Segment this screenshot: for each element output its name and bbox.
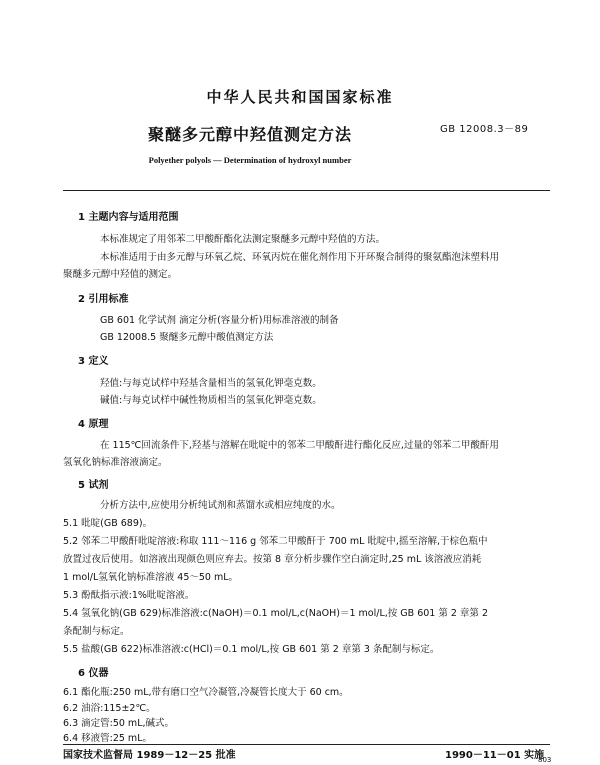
- document-title: 聚醚多元醇中羟值测定方法: [147, 125, 352, 144]
- reagent-item: 5.2 邻苯二甲酸酐吡啶溶液:称取 111～116 g 邻苯二甲酸酐于 700 mL 吡啶中,摇至溶解,于棕色瓶中: [63, 536, 488, 547]
- footer-divider: [63, 744, 550, 745]
- apparatus-item: 6.4 移液管:25 mL。: [63, 733, 152, 744]
- definition-item: 羟值:与每克试样中羟基含量相当的氢氧化钾毫克数。: [100, 378, 322, 389]
- section-2-heading: 2 引用标准: [78, 294, 129, 305]
- reference-item: GB 12008.5 聚醚多元醇中酸值测定方法: [100, 332, 274, 343]
- section-4-paragraph: 氢氧化钠标准溶液滴定。: [63, 457, 168, 468]
- apparatus-item: 6.3 滴定管:50 mL,碱式。: [63, 718, 175, 729]
- section-5-intro: 分析方法中,应使用分析纯试剂和蒸馏水或相应纯度的水。: [100, 500, 341, 511]
- reagent-item: 放置过夜后使用。如溶液出现颜色则应弃去。按第 8 章分析步骤作空白滴定时,25 mL 该溶液应消耗: [63, 554, 482, 565]
- section-1-paragraph: 本标准适用于由多元醇与环氧乙烷、环氧丙烷在催化剂作用下开环聚合制得的聚氨酯泡沫塑料用: [100, 252, 500, 263]
- standard-code: GB 12008.3－89: [440, 124, 529, 135]
- page-number: 803: [538, 756, 552, 764]
- section-6-heading: 6 仪器: [78, 668, 109, 679]
- reagent-item: 5.4 氢氧化钠(GB 629)标准溶液:c(NaOH)＝0.1 mol/L,c(NaOH)＝1 mol/L,按 GB 601 第 2 章第 2: [63, 608, 488, 619]
- section-1-paragraph: 本标准规定了用邻苯二甲酸酐酯化法测定聚醚多元醇中羟值的方法。: [100, 234, 386, 245]
- section-4-paragraph: 在 115℃回流条件下,羟基与溶解在吡啶中的邻苯二甲酸酐进行酯化反应,过量的邻苯二甲酸酐用: [100, 440, 499, 451]
- definition-item: 碱值:与每克试样中碱性物质相当的氢氧化钾毫克数。: [100, 395, 322, 406]
- english-title: Polyether polyols — Determination of hydroxyl number: [148, 155, 352, 165]
- issuer-title: 中华人民共和国国家标准: [206, 88, 394, 106]
- apparatus-item: 6.1 酯化瓶:250 mL,带有磨口空气冷凝管,冷凝管长度大于 60 cm。: [63, 687, 349, 698]
- reagent-item: 1 mol/L氢氧化钠标准溶液 45～50 mL。: [63, 572, 239, 583]
- section-3-heading: 3 定义: [78, 356, 109, 367]
- approval-line: 国家技术监督局 1989－12－25 批准: [63, 750, 236, 761]
- reagent-item: 5.5 盐酸(GB 622)标准溶液:c(HCl)＝0.1 mol/L,按 GB 601 第 2 章第 3 条配制与标定。: [63, 644, 440, 655]
- apparatus-item: 6.2 油浴:115±2℃。: [63, 703, 156, 714]
- reference-item: GB 601 化学试剂 滴定分析(容量分析)用标准溶液的制备: [100, 315, 339, 326]
- section-1-paragraph: 聚醚多元醇中羟值的测定。: [63, 269, 178, 280]
- reagent-item: 5.1 吡啶(GB 689)。: [63, 518, 153, 529]
- section-5-heading: 5 试剂: [78, 480, 109, 491]
- header-divider: [63, 190, 550, 191]
- effective-date: 1990－11－01 实施: [445, 750, 545, 761]
- section-1-heading: 1 主题内容与适用范围: [78, 212, 179, 223]
- section-4-heading: 4 原理: [78, 419, 109, 430]
- reagent-item: 5.3 酚酞指示液:1%吡啶溶液。: [63, 590, 195, 601]
- reagent-item: 条配制与标定。: [63, 626, 130, 637]
